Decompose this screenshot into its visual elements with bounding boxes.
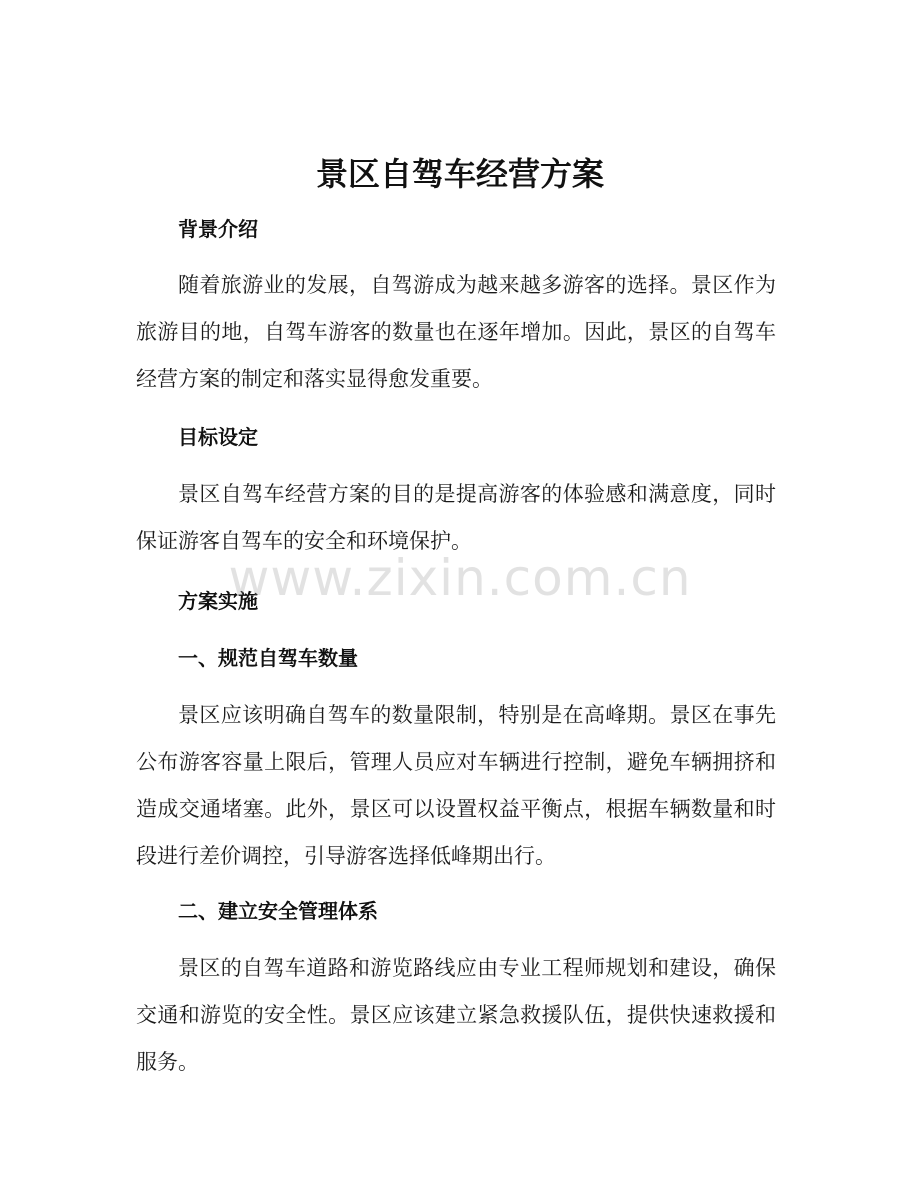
document-title: 景区自驾车经营方案 bbox=[315, 155, 604, 193]
section-heading-implementation: 方案实施 bbox=[178, 589, 258, 613]
paragraph-background: 随着旅游业的发展，自驾游成为越来越多游客的选择。景区作为旅游目的地，自驾车游客的数量也在逐年增加。因此，景区的自驾车经营方案的制定和落实显得愈发重要。 bbox=[136, 273, 776, 391]
paragraph-goals: 景区自驾车经营方案的目的是提高游客的体验感和满意度，同时保证游客自驾车的安全和环境保护。 bbox=[136, 482, 776, 553]
subheading-vehicle-quantity: 一、规范自驾车数量 bbox=[178, 646, 358, 670]
paragraph-safety-management: 景区的自驾车道路和游览路线应由专业工程师规划和建设，确保交通和游览的安全性。景区应该建立紧急救援队伍，提供快速救援和服务。 bbox=[136, 956, 776, 1074]
section-heading-goals: 目标设定 bbox=[178, 425, 258, 449]
subheading-safety-management: 二、建立安全管理体系 bbox=[178, 899, 378, 923]
section-heading-background: 背景介绍 bbox=[178, 217, 258, 241]
paragraph-vehicle-quantity: 景区应该明确自驾车的数量限制，特别是在高峰期。景区在事先公布游客容量上限后，管理人员应对车辆进行控制，避免车辆拥挤和造成交通堵塞。此外，景区可以设置权益平衡点，根据车辆数量和时段进行差价调控，引导游客选择低峰期出行。 bbox=[136, 703, 776, 868]
watermark: www.zixin.com.cn bbox=[228, 549, 692, 607]
